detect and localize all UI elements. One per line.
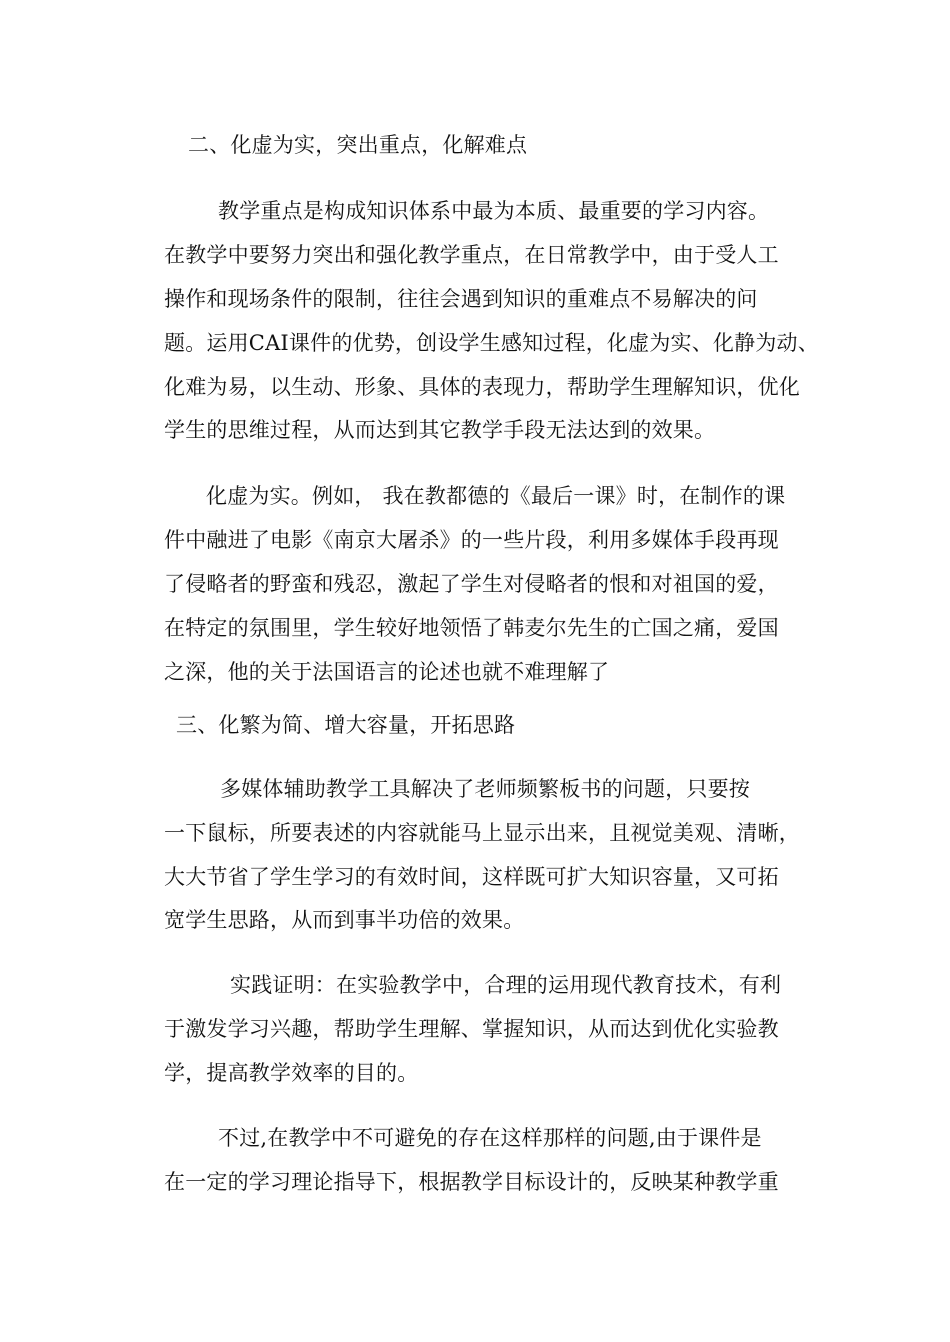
paragraph-line: 化虚为实。例如， 我在教都德的《最后一课》时，在制作的课 xyxy=(206,484,786,508)
paragraph-line: 宽学生思路，从而到事半功倍的效果。 xyxy=(164,908,525,932)
paragraph-line: 在特定的氛围里，学生较好地领悟了韩麦尔先生的亡国之痛，爱国 xyxy=(164,616,779,640)
paragraph-line: 教学重点是构成知识体系中最为本质、最重要的学习内容。 xyxy=(218,199,770,223)
paragraph-line: 不过,在教学中不可避免的存在这样那样的问题,由于课件是 xyxy=(218,1126,762,1150)
paragraph-line: 了侵略者的野蛮和残忍，激起了学生对侵略者的恨和对祖国的爱， xyxy=(164,572,779,596)
section-heading: 二、化虚为实，突出重点，化解难点 xyxy=(188,133,528,157)
paragraph-line: 多媒体辅助教学工具解决了老师频繁板书的问题，只要按 xyxy=(220,777,750,801)
paragraph-line: 学，提高教学效率的目的。 xyxy=(164,1061,419,1085)
paragraph-line: 题。运用CAI课件的优势，创设学生感知过程，化虚为实、化静为动、 xyxy=(164,331,819,355)
paragraph-line: 化难为易，以生动、形象、具体的表现力，帮助学生理解知识，优化 xyxy=(164,375,800,399)
section-heading: 三、化繁为简、增大容量，开拓思路 xyxy=(176,713,516,737)
paragraph-line: 件中融进了电影《南京大屠杀》的一些片段，利用多媒体手段再现 xyxy=(164,528,779,552)
paragraph-line: 学生的思维过程，从而达到其它教学手段无法达到的效果。 xyxy=(164,418,716,442)
paragraph-line: 之深，他的关于法国语言的论述也就不难理解了 xyxy=(164,660,610,684)
paragraph-line: 实践证明：在实验教学中，合理的运用现代教育技术，有利 xyxy=(230,973,782,997)
paragraph-line: 在教学中要努力突出和强化教学重点，在日常教学中，由于受人工 xyxy=(164,243,779,267)
paragraph-line: 操作和现场条件的限制，往往会遇到知识的重难点不易解决的问 xyxy=(164,287,758,311)
paragraph-line: 大大节省了学生学习的有效时间，这样既可扩大知识容量，又可拓 xyxy=(164,865,779,889)
paragraph-line: 在一定的学习理论指导下，根据教学目标设计的，反映某种教学重 xyxy=(164,1170,779,1194)
paragraph-line: 于激发学习兴趣，帮助学生理解、掌握知识，从而达到优化实验教 xyxy=(164,1017,779,1041)
paragraph-line: 一下鼠标，所要表述的内容就能马上显示出来，且视觉美观、清晰， xyxy=(164,821,800,845)
